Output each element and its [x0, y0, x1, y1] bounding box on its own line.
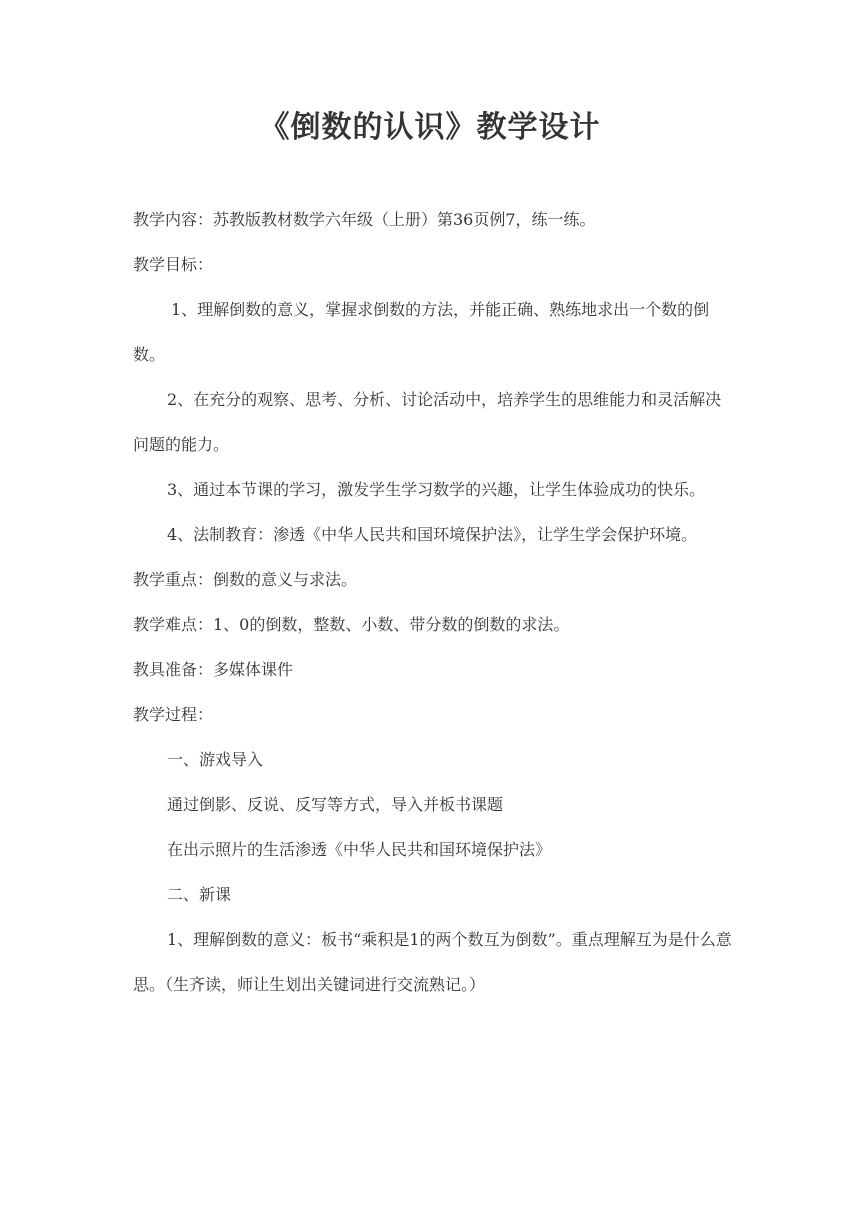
process-section-1-title: 一、游戏导入 — [167, 750, 264, 769]
document-title: 《倒数的认识》教学设计 — [259, 110, 601, 145]
process-section-2-item-1: 1、理解倒数的意义：板书“乘积是1的两个数互为倒数”。重点理解互为是什么意思。（生齐读，师让生划出关键词进行交流熟记。） — [133, 930, 732, 994]
process-section-1-line-1: 通过倒影、反说、反写等方式，导入并板书课题 — [167, 795, 504, 814]
document-body — [133, 197, 733, 1007]
teaching-goals-heading: 教学目标： — [133, 255, 214, 274]
goal-item-2: 2、在充分的观察、思考、分析、讨论活动中，培养学生的思维能力和灵活解决问题的能力。 — [133, 390, 722, 454]
process-section-2-title: 二、新课 — [167, 885, 232, 904]
teaching-key-point: 教学重点：倒数的意义与求法。 — [133, 570, 358, 589]
teaching-difficult-point: 教学难点：1、0的倒数，整数、小数、带分数的倒数的求法。 — [133, 615, 570, 634]
goal-item-1: 1、理解倒数的意义，掌握求倒数的方法，并能正确、熟练地求出一个数的倒数。 — [133, 300, 710, 364]
teaching-tools: 教具准备：多媒体课件 — [133, 660, 294, 679]
goal-item-3: 3、通过本节课的学习，激发学生学习数学的兴趣，让学生体验成功的快乐。 — [167, 480, 706, 499]
teaching-process-heading: 教学过程： — [133, 705, 214, 724]
teaching-content: 教学内容：苏教版教材数学六年级（上册）第36页例7，练一练。 — [133, 210, 596, 229]
process-section-1-line-2: 在出示照片的生活渗透《中华人民共和国环境保护法》 — [167, 840, 552, 859]
goal-item-4: 4、法制教育：渗透《中华人民共和国环境保护法》，让学生学会保护环境。 — [167, 525, 698, 544]
